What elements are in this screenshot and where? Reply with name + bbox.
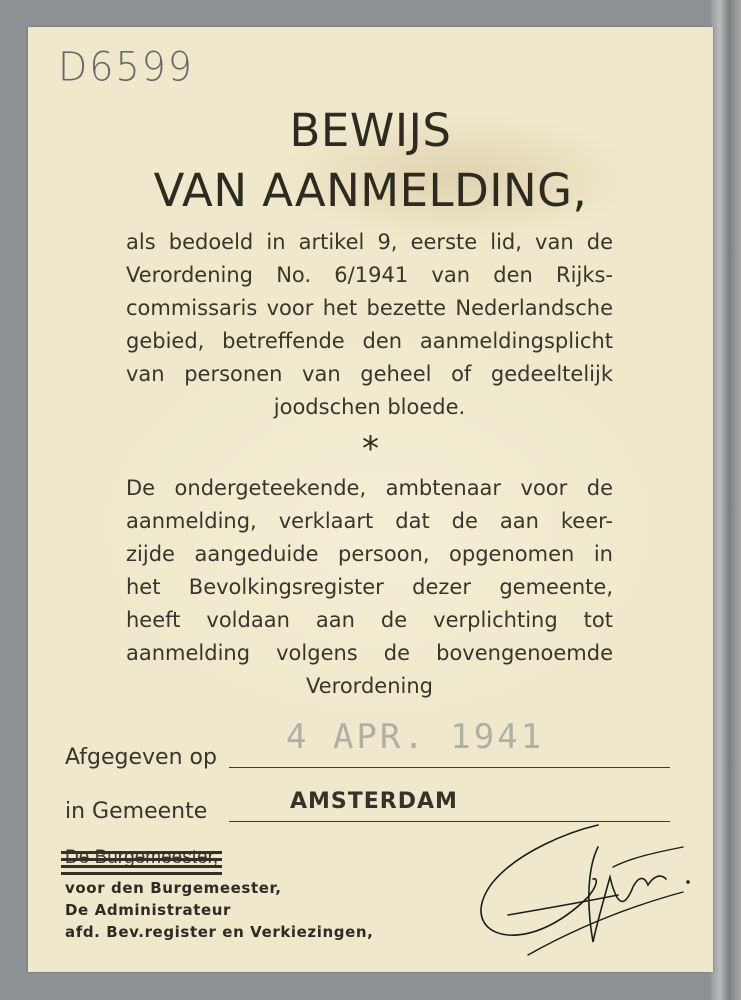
paragraph-line: gebied, betreffende den aanmeldingsplicht: [126, 329, 613, 353]
paragraph-line: Verordening No. 6/1941 van den Rijks-: [126, 263, 613, 287]
signatory-block: [65, 877, 373, 943]
paragraph-line: aanmelding volgens de bovengenoemde: [126, 641, 613, 665]
paragraph-declaration: [126, 472, 613, 703]
paragraph-line: als bedoeld in artikel 9, eerste lid, van de: [126, 230, 613, 254]
signatory-line: voor den Burgemeester,: [65, 879, 282, 897]
paragraph-line: van personen van geheel of gedeeltelijk: [126, 362, 613, 386]
signatory-line: afd. Bev.register en Verkiezingen,: [65, 923, 374, 941]
municipality-label: in Gemeente: [65, 799, 208, 824]
archive-id-handwritten: D6599: [58, 43, 194, 91]
paragraph-line: aanmelding, verklaart dat de aan keer-: [126, 509, 613, 533]
asterisk-separator: *: [362, 429, 379, 469]
strike-bar: [61, 865, 222, 868]
struck-through-title: [61, 847, 222, 869]
title-line-1: BEWIJS: [289, 104, 452, 157]
strike-bar: [61, 851, 222, 854]
strike-bar: [61, 858, 222, 861]
paragraph-line: De ondergeteekende, ambtenaar voor de: [126, 476, 613, 500]
paragraph-line: zijde aangeduide persoon, opgenomen in: [126, 542, 613, 566]
paragraph-line: joodschen bloede.: [273, 395, 466, 419]
registration-card: [28, 27, 713, 972]
issue-date-stamp: 4 APR. 1941: [286, 717, 545, 757]
strike-bar: [61, 872, 222, 875]
paragraph-decree-reference: [126, 226, 613, 424]
scan-background-edge: [711, 0, 741, 1000]
issued-on-label: Afgegeven op: [65, 745, 217, 770]
paragraph-line: commissaris voor het bezette Nederlandsche: [126, 296, 613, 320]
signatory-line: De Administrateur: [65, 901, 232, 919]
paragraph-line: Verordening: [306, 674, 433, 698]
title-line-2: VAN AANMELDING,: [153, 164, 588, 217]
paragraph-line: het Bevolkingsregister dezer gemeente,: [126, 575, 613, 599]
issued-on-line: [229, 767, 670, 768]
paragraph-line: heeft voldaan aan de verplichting tot: [126, 608, 613, 632]
handwritten-signature: [448, 807, 698, 967]
municipality-value: AMSTERDAM: [290, 789, 458, 814]
